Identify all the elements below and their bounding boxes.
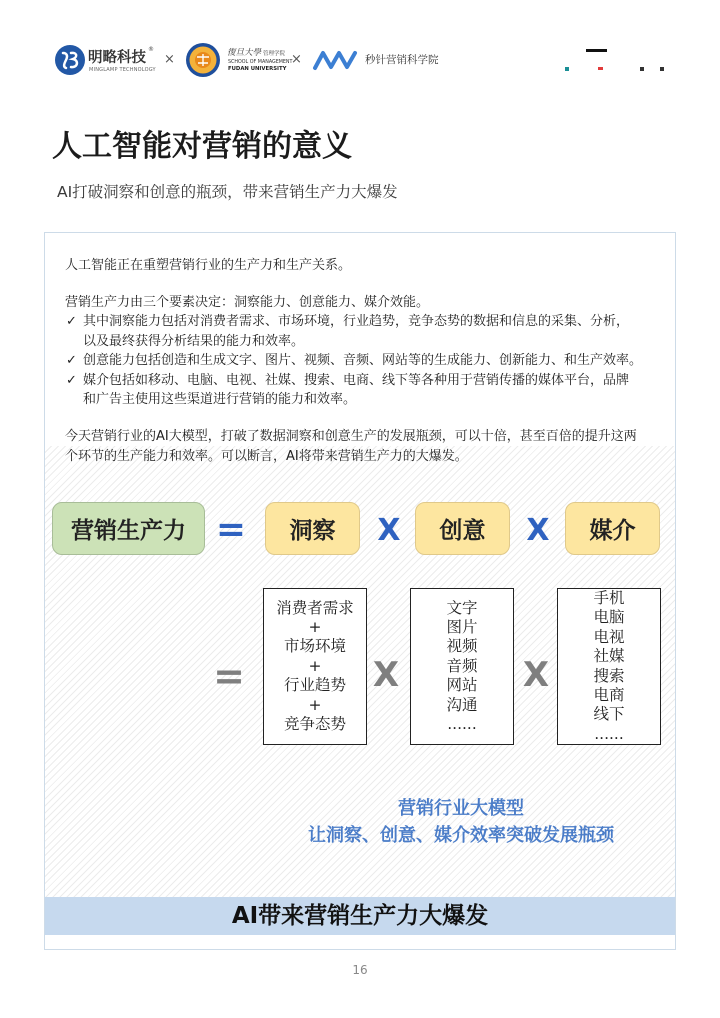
detail-ellipsis: ...... — [594, 724, 624, 743]
summary-banner: AI带来营销生产力大爆发 — [45, 897, 675, 935]
fudan-calligraphy-text: 復旦大學 — [227, 48, 262, 58]
fudan-university-en: FUDAN UNIVERSITY — [228, 66, 287, 72]
detail-item: 社媒 — [593, 647, 625, 666]
detail-item: 行业趋势 — [283, 676, 346, 695]
detail-item: 电脑 — [593, 608, 625, 627]
logo-separator: × — [164, 52, 175, 67]
intro-paragraph: 人工智能正在重塑营销行业的生产力和生产关系。 — [65, 257, 352, 273]
detail-plus: + — [308, 656, 322, 675]
deco-black-bar — [586, 49, 607, 52]
detail-item: 图片 — [446, 617, 478, 636]
detail-item: 音频 — [446, 656, 478, 675]
conclusion-paragraph — [65, 427, 665, 466]
miaozhen-logo-zigzag — [315, 53, 355, 68]
result-box-productivity: 营销生产力 — [52, 502, 205, 555]
body-text — [65, 256, 665, 467]
conclusion-line: 今天营销行业的AI大模型，打破了数据洞察和创意生产的发展瓶颈，可以十倍，甚至百倍的提升这两 — [65, 429, 637, 445]
equals-sign: = — [213, 654, 245, 698]
multiply-sign: X — [377, 513, 401, 548]
minglamp-logo-text: 明略科技 — [88, 50, 146, 66]
conclusion-line: 个环节的生产能力和效率。可以断言，AI将带来营销生产力的大爆发。 — [65, 448, 468, 464]
decorative-marks-icon — [560, 44, 670, 76]
list-item-line: 和广告主使用这些渠道进行营销的能力和效率。 — [83, 391, 357, 407]
factor-list — [65, 312, 665, 409]
deco-dark-dot — [660, 67, 664, 71]
list-item-line: 其中洞察能力包括对消费者需求、市场环境，行业趋势，竞争态势的数据和信息的采集、分析， — [83, 314, 630, 330]
detail-ellipsis: ...... — [447, 715, 477, 734]
list-item-line: 媒介包括如移动、电脑、电视、社媒、搜索、电商、线下等各种用于营销传播的媒体平台，品牌 — [83, 372, 630, 388]
tagline-line: 营销行业大模型 — [398, 797, 524, 819]
check-mark-icon: ✓ — [66, 314, 77, 330]
detail-box-creative — [410, 588, 514, 745]
diagram-tagline — [270, 795, 652, 849]
detail-item: 消费者需求 — [276, 598, 354, 617]
registered-mark: ® — [148, 46, 154, 53]
factor-box-insight: 洞察 — [265, 502, 360, 555]
factor-box-creative: 创意 — [415, 502, 510, 555]
detail-plus: + — [308, 695, 322, 714]
fudan-school-en: SCHOOL OF MANAGEMENT — [228, 60, 293, 65]
detail-item: 网站 — [446, 676, 478, 695]
detail-item: 市场环境 — [283, 637, 346, 656]
miaozhen-logo-icon — [312, 48, 358, 72]
minglamp-logo-circle — [55, 45, 85, 75]
logo-separator: × — [291, 52, 302, 67]
factors-lead: 营销生产力由三个要素决定：洞察能力、创意能力、媒介效能。 — [65, 294, 430, 310]
detail-box-insight — [263, 588, 367, 745]
fudan-school-cn: 管理学院 — [263, 51, 286, 57]
multiply-sign: X — [372, 655, 400, 695]
list-item-line: 以及最终获得分析结果的能力和效率。 — [83, 333, 305, 349]
detail-item: 搜索 — [593, 666, 625, 685]
list-item-line: 创意能力包括创造和生成文字、图片、视频、音频、网站等的生成能力、创新能力、和生产效率。 — [83, 353, 643, 369]
detail-item: 沟通 — [446, 695, 478, 714]
fudan-seal-icon — [185, 42, 221, 78]
miaozhen-logo-text: 秒针营销科学院 — [365, 54, 439, 66]
detail-item: 电视 — [593, 627, 625, 646]
detail-item: 电商 — [593, 685, 625, 704]
deco-teal-dot — [565, 67, 569, 71]
deco-red-dash — [598, 67, 603, 70]
detail-item: 文字 — [446, 598, 478, 617]
multiply-sign: X — [522, 655, 550, 695]
list-item — [65, 312, 665, 351]
tagline-line: 让洞察、创意、媒介效率突破发展瓶颈 — [308, 824, 614, 846]
page-number: 16 — [352, 963, 368, 977]
detail-item: 视频 — [446, 637, 478, 656]
list-item — [65, 371, 665, 410]
page-subtitle: AI打破洞察和创意的瓶颈，带来营销生产力大爆发 — [57, 183, 398, 201]
minglamp-logo-icon — [54, 44, 86, 76]
check-mark-icon: ✓ — [66, 353, 77, 369]
detail-plus: + — [308, 617, 322, 636]
minglamp-logo-subtext: MINGLAMP TECHNOLOGY — [89, 67, 156, 73]
factor-box-media: 媒介 — [565, 502, 660, 555]
detail-item: 手机 — [593, 588, 625, 607]
detail-item: 线下 — [593, 705, 625, 724]
deco-dark-dot — [640, 67, 644, 71]
page-title: 人工智能对营销的意义 — [52, 129, 352, 164]
equals-sign: = — [215, 509, 247, 550]
detail-box-media — [557, 588, 661, 745]
list-item — [65, 351, 665, 370]
check-mark-icon: ✓ — [66, 372, 77, 388]
detail-item: 竞争态势 — [283, 715, 346, 734]
multiply-sign: X — [526, 513, 550, 548]
